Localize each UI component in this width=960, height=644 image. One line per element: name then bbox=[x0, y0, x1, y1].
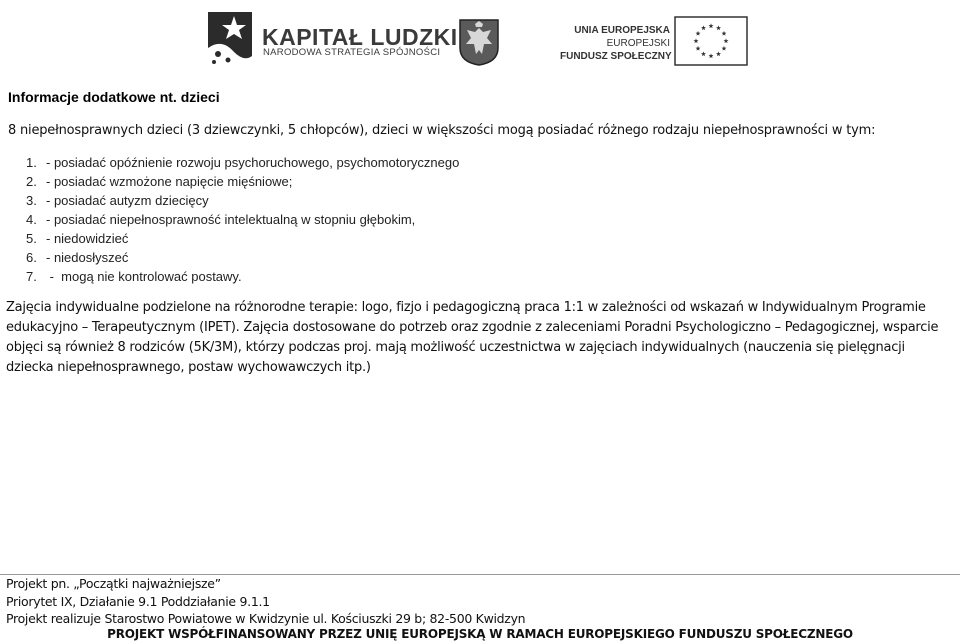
polish-eagle-emblem-icon bbox=[458, 18, 500, 66]
description-paragraph: Zajęcia indywidualne podzielone na różnorodne terapie: logo, fizjo i pedagogiczną praca 1:1 w zależności od wskazań w Indywidualnym Programie edukacyjno – Terapeutycznym (IPET). Zajęcia dostosowane do potrzeb oraz zgodnie z zaleceniami Poradni Psychologiczno – Pedagogicznej, wsparcie objęci są również 8 rodziców (5K/3M), którzy podczas proj. mają możliwość uczestnictwa w zajęciach indywidualnych (nauczenia się pielęgnacji dziecka niepełnosprawnego, postaw wychowawczych itp.) bbox=[6, 300, 939, 375]
footer-organizer: Projekt realizuje Starostwo Powiatowe w Kwidzynie ul. Kościuszki 29 b; 82-500 Kwidzyn bbox=[6, 611, 526, 626]
list-item-number: 2. bbox=[26, 174, 37, 189]
list-item bbox=[26, 153, 459, 172]
list-item-text: - niedosłyszeć bbox=[46, 250, 129, 265]
kapital-ludzki-subtitle: NARODOWA STRATEGIA SPÓJNOŚCI bbox=[263, 47, 441, 58]
list-item bbox=[26, 172, 459, 191]
section-heading: Informacje dodatkowe nt. dzieci bbox=[8, 89, 220, 105]
list-item bbox=[26, 191, 459, 210]
list-item-text: - mogą nie kontrolować postawy. bbox=[46, 269, 242, 284]
list-item-text: - posiadać opóźnienie rozwoju psychoruchowego, psychomotorycznego bbox=[46, 155, 460, 170]
footer-cofinanced-banner: PROJEKT WSPÓŁFINANSOWANY PRZEZ UNIĘ EUROPEJSKĄ W RAMACH EUROPEJSKIEGO FUNDUSZU SPOŁECZNEGO bbox=[107, 627, 853, 641]
list-item-text: - posiadać niepełnosprawność intelektualną w stopniu głębokim, bbox=[46, 212, 416, 227]
eu-line-1: UNIA EUROPEJSKA bbox=[574, 25, 670, 36]
eu-line-3: FUNDUSZ SPOŁECZNY bbox=[560, 51, 672, 62]
eu-flag-icon bbox=[674, 16, 748, 66]
list-item-number: 5. bbox=[26, 231, 37, 246]
list-item-text: - posiadać wzmożone napięcie mięśniowe; bbox=[46, 174, 293, 189]
list-item-number: 6. bbox=[26, 250, 37, 265]
list-item-text: - posiadać autyzm dziecięcy bbox=[46, 193, 209, 208]
kapital-ludzki-logo-icon bbox=[204, 8, 256, 72]
list-item-number: 1. bbox=[26, 155, 37, 170]
list-item-number: 3. bbox=[26, 193, 37, 208]
footer-divider bbox=[0, 574, 960, 575]
list-item-text: - niedowidzieć bbox=[46, 231, 129, 246]
footer-priority: Priorytet IX, Działanie 9.1 Poddziałanie 9.1.1 bbox=[6, 594, 270, 609]
list-item bbox=[26, 248, 459, 267]
eu-line-2: EUROPEJSKI bbox=[606, 38, 670, 49]
list-item-number: 7. bbox=[26, 269, 37, 284]
list-item-number: 4. bbox=[26, 212, 37, 227]
disability-list bbox=[26, 153, 459, 286]
intro-paragraph: 8 niepełnosprawnych dzieci (3 dziewczynki, 5 chłopców), dzieci w większości mogą posiadać różnego rodzaju niepełnosprawności w tym: bbox=[8, 123, 876, 138]
list-item bbox=[26, 210, 459, 229]
list-item bbox=[26, 267, 459, 286]
kapital-ludzki-title: KAPITAŁ LUDZKI bbox=[262, 24, 458, 50]
eu-fund-label bbox=[560, 24, 670, 63]
footer-project-name: Projekt pn. „Początki najważniejsze” bbox=[6, 576, 221, 591]
list-item bbox=[26, 229, 459, 248]
